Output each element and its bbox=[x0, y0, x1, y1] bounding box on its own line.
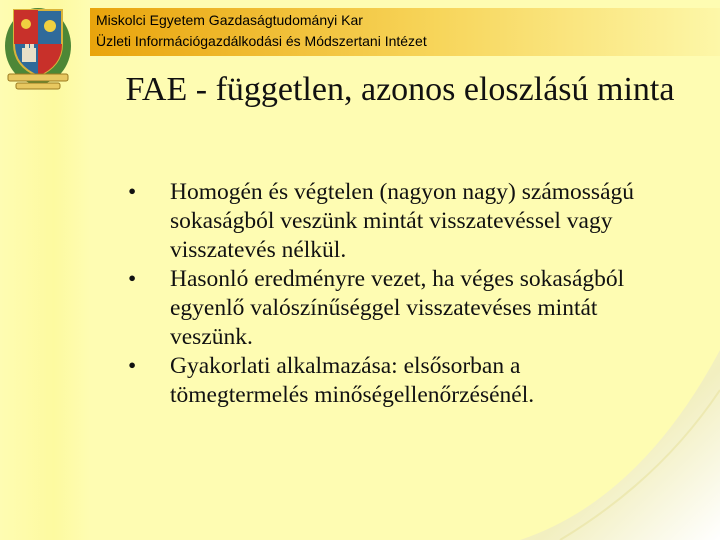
bullet-text: Homogén és végtelen (nagyon nagy) számosságú sokaságból veszünk mintát visszatevéssel vagy visszatevés nélkül. bbox=[170, 179, 634, 263]
header-institution: Miskolci Egyetem Gazdaságtudományi Kar bbox=[96, 12, 363, 28]
header-department: Üzleti Információgazdálkodási és Módszertani Intézet bbox=[96, 33, 427, 49]
bullet-marker: • bbox=[128, 353, 137, 379]
bullet-marker: • bbox=[128, 266, 137, 292]
bullet-marker: • bbox=[128, 179, 137, 205]
bullet-text: Gyakorlati alkalmazása: elsősorban a tömegtermelés minőségellenőrzésénél. bbox=[170, 353, 535, 408]
university-crest-icon bbox=[2, 4, 74, 92]
bullet-item bbox=[128, 178, 648, 265]
bullet-item bbox=[128, 265, 648, 352]
bullet-text: Hasonló eredményre vezet, ha véges sokaságból egyenlő valószínűséggel visszatevéses mintát veszünk. bbox=[170, 266, 625, 350]
page-curl-decoration bbox=[520, 350, 720, 540]
slide-title: FAE - független, azonos eloszlású minta bbox=[125, 71, 675, 108]
